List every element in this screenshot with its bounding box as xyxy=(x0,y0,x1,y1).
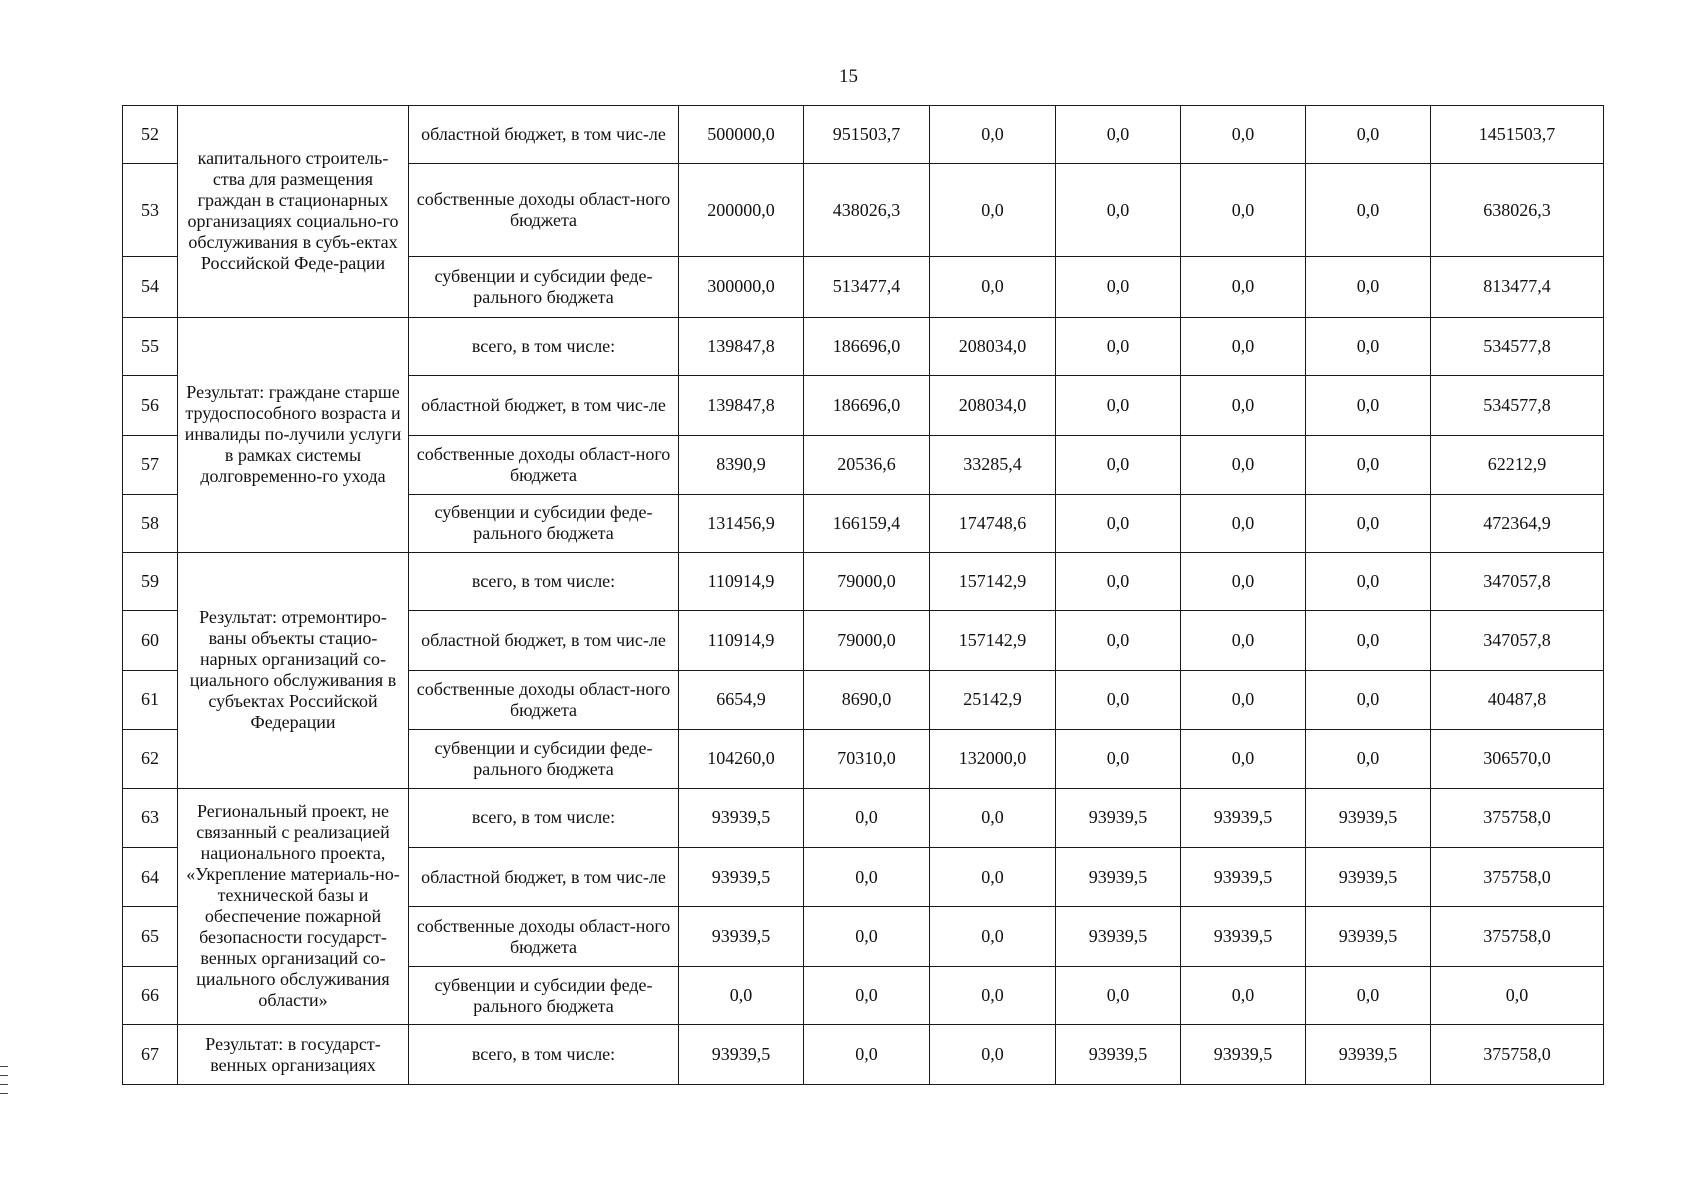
total-cell: 813477,4 xyxy=(1431,257,1604,317)
amount-cell: 0,0 xyxy=(1306,730,1431,788)
amount-cell: 0,0 xyxy=(1181,730,1306,788)
amount-cell: 0,0 xyxy=(1306,164,1431,257)
amount-cell: 93939,5 xyxy=(679,907,804,966)
amount-cell: 93939,5 xyxy=(1056,907,1181,966)
amount-cell: 0,0 xyxy=(1056,106,1181,164)
amount-cell: 0,0 xyxy=(1306,376,1431,435)
funding-source: субвенции и субсидии феде-рального бюджета xyxy=(409,966,679,1024)
amount-cell: 93939,5 xyxy=(1306,848,1431,907)
amount-cell: 0,0 xyxy=(1056,670,1181,729)
amount-cell: 174748,6 xyxy=(930,495,1056,552)
item-description: Результат: граждане старше трудоспособного возраста и инвалиды по-лучили услуги в рамках системы долговременно-го ухода xyxy=(178,317,409,552)
amount-cell: 0,0 xyxy=(1306,495,1431,552)
amount-cell: 93939,5 xyxy=(1181,1025,1306,1085)
amount-cell: 0,0 xyxy=(1056,611,1181,670)
amount-cell: 8390,9 xyxy=(679,435,804,494)
amount-cell: 513477,4 xyxy=(804,257,930,317)
total-cell: 1451503,7 xyxy=(1431,106,1604,164)
amount-cell: 79000,0 xyxy=(804,552,930,610)
scan-margin-mark xyxy=(0,1084,8,1085)
funding-source: областной бюджет, в том чис-ле xyxy=(409,848,679,907)
amount-cell: 0,0 xyxy=(1181,435,1306,494)
amount-cell: 0,0 xyxy=(1181,611,1306,670)
amount-cell: 0,0 xyxy=(1056,376,1181,435)
amount-cell: 93939,5 xyxy=(1306,907,1431,966)
amount-cell: 0,0 xyxy=(1306,552,1431,610)
amount-cell: 0,0 xyxy=(1056,495,1181,552)
funding-source: субвенции и субсидии феде-рального бюджета xyxy=(409,730,679,788)
funding-source: всего, в том числе: xyxy=(409,552,679,610)
scan-margin-mark xyxy=(0,1075,8,1076)
funding-source: всего, в том числе: xyxy=(409,317,679,375)
amount-cell: 79000,0 xyxy=(804,611,930,670)
amount-cell: 0,0 xyxy=(1306,670,1431,729)
amount-cell: 500000,0 xyxy=(679,106,804,164)
amount-cell: 93939,5 xyxy=(1306,1025,1431,1085)
amount-cell: 20536,6 xyxy=(804,435,930,494)
amount-cell: 93939,5 xyxy=(1306,788,1431,847)
table-row xyxy=(123,552,1604,610)
amount-cell: 0,0 xyxy=(1306,317,1431,375)
amount-cell: 0,0 xyxy=(1306,257,1431,317)
row-number: 52 xyxy=(123,106,178,164)
amount-cell: 0,0 xyxy=(679,966,804,1024)
amount-cell: 0,0 xyxy=(804,848,930,907)
amount-cell: 157142,9 xyxy=(930,611,1056,670)
total-cell: 375758,0 xyxy=(1431,848,1604,907)
amount-cell: 0,0 xyxy=(930,907,1056,966)
item-description: Результат: отремонтиро-ваны объекты стацио-нарных организаций со-циального обслуживания в субъектах Российской Федерации xyxy=(178,552,409,788)
row-number: 57 xyxy=(123,435,178,494)
amount-cell: 0,0 xyxy=(1306,435,1431,494)
amount-cell: 93939,5 xyxy=(679,788,804,847)
row-number: 59 xyxy=(123,552,178,610)
amount-cell: 6654,9 xyxy=(679,670,804,729)
amount-cell: 0,0 xyxy=(1181,966,1306,1024)
amount-cell: 0,0 xyxy=(804,1025,930,1085)
table-body xyxy=(123,106,1604,1085)
amount-cell: 70310,0 xyxy=(804,730,930,788)
amount-cell: 132000,0 xyxy=(930,730,1056,788)
amount-cell: 0,0 xyxy=(930,966,1056,1024)
row-number: 55 xyxy=(123,317,178,375)
scan-margin-mark xyxy=(0,1093,8,1094)
funding-source: областной бюджет, в том чис-ле xyxy=(409,376,679,435)
amount-cell: 93939,5 xyxy=(1056,788,1181,847)
amount-cell: 25142,9 xyxy=(930,670,1056,729)
amount-cell: 0,0 xyxy=(804,907,930,966)
row-number: 54 xyxy=(123,257,178,317)
budget-table xyxy=(122,105,1604,1085)
funding-source: всего, в том числе: xyxy=(409,788,679,847)
amount-cell: 0,0 xyxy=(1181,552,1306,610)
amount-cell: 157142,9 xyxy=(930,552,1056,610)
amount-cell: 0,0 xyxy=(930,1025,1056,1085)
amount-cell: 0,0 xyxy=(1056,164,1181,257)
row-number: 66 xyxy=(123,966,178,1024)
amount-cell: 186696,0 xyxy=(804,317,930,375)
amount-cell: 110914,9 xyxy=(679,611,804,670)
scan-margin-mark xyxy=(0,1066,8,1067)
row-number: 60 xyxy=(123,611,178,670)
amount-cell: 93939,5 xyxy=(1056,1025,1181,1085)
amount-cell: 0,0 xyxy=(1056,966,1181,1024)
table-row xyxy=(123,106,1604,164)
table-row xyxy=(123,317,1604,375)
amount-cell: 139847,8 xyxy=(679,317,804,375)
amount-cell: 208034,0 xyxy=(930,376,1056,435)
total-cell: 347057,8 xyxy=(1431,552,1604,610)
amount-cell: 0,0 xyxy=(1181,164,1306,257)
amount-cell: 33285,4 xyxy=(930,435,1056,494)
funding-source: всего, в том числе: xyxy=(409,1025,679,1085)
total-cell: 375758,0 xyxy=(1431,788,1604,847)
amount-cell: 0,0 xyxy=(1056,552,1181,610)
amount-cell: 104260,0 xyxy=(679,730,804,788)
amount-cell: 0,0 xyxy=(1181,376,1306,435)
amount-cell: 131456,9 xyxy=(679,495,804,552)
amount-cell: 0,0 xyxy=(804,966,930,1024)
amount-cell: 166159,4 xyxy=(804,495,930,552)
funding-source: собственные доходы област-ного бюджета xyxy=(409,907,679,966)
amount-cell: 300000,0 xyxy=(679,257,804,317)
total-cell: 62212,9 xyxy=(1431,435,1604,494)
amount-cell: 0,0 xyxy=(1181,495,1306,552)
table-row xyxy=(123,788,1604,847)
total-cell: 40487,8 xyxy=(1431,670,1604,729)
amount-cell: 186696,0 xyxy=(804,376,930,435)
amount-cell: 0,0 xyxy=(1306,106,1431,164)
row-number: 62 xyxy=(123,730,178,788)
funding-source: собственные доходы област-ного бюджета xyxy=(409,435,679,494)
funding-source: областной бюджет, в том чис-ле xyxy=(409,611,679,670)
amount-cell: 0,0 xyxy=(1056,435,1181,494)
amount-cell: 0,0 xyxy=(1181,106,1306,164)
amount-cell: 0,0 xyxy=(930,848,1056,907)
funding-source: субвенции и субсидии феде-рального бюджета xyxy=(409,257,679,317)
amount-cell: 0,0 xyxy=(1056,730,1181,788)
amount-cell: 0,0 xyxy=(930,788,1056,847)
row-number: 61 xyxy=(123,670,178,729)
amount-cell: 438026,3 xyxy=(804,164,930,257)
amount-cell: 0,0 xyxy=(1306,611,1431,670)
amount-cell: 93939,5 xyxy=(1056,848,1181,907)
amount-cell: 0,0 xyxy=(1056,317,1181,375)
item-description: Региональный проект, не связанный с реализацией национального проекта, «Укрепление материаль-но-технической базы и обеспечение пожарной безопасности государст-венных организаций со-циального обслуживания области» xyxy=(178,788,409,1025)
amount-cell: 0,0 xyxy=(930,257,1056,317)
total-cell: 375758,0 xyxy=(1431,907,1604,966)
row-number: 65 xyxy=(123,907,178,966)
amount-cell: 0,0 xyxy=(1181,317,1306,375)
total-cell: 534577,8 xyxy=(1431,317,1604,375)
amount-cell: 208034,0 xyxy=(930,317,1056,375)
total-cell: 534577,8 xyxy=(1431,376,1604,435)
row-number: 67 xyxy=(123,1025,178,1085)
amount-cell: 93939,5 xyxy=(679,1025,804,1085)
amount-cell: 110914,9 xyxy=(679,552,804,610)
total-cell: 375758,0 xyxy=(1431,1025,1604,1085)
amount-cell: 0,0 xyxy=(1306,966,1431,1024)
amount-cell: 139847,8 xyxy=(679,376,804,435)
table-row xyxy=(123,1025,1604,1085)
amount-cell: 0,0 xyxy=(1181,257,1306,317)
row-number: 58 xyxy=(123,495,178,552)
amount-cell: 0,0 xyxy=(930,164,1056,257)
row-number: 64 xyxy=(123,848,178,907)
amount-cell: 93939,5 xyxy=(1181,788,1306,847)
total-cell: 347057,8 xyxy=(1431,611,1604,670)
funding-source: областной бюджет, в том чис-ле xyxy=(409,106,679,164)
amount-cell: 8690,0 xyxy=(804,670,930,729)
funding-source: собственные доходы област-ного бюджета xyxy=(409,164,679,257)
amount-cell: 93939,5 xyxy=(679,848,804,907)
total-cell: 0,0 xyxy=(1431,966,1604,1024)
amount-cell: 0,0 xyxy=(930,106,1056,164)
amount-cell: 93939,5 xyxy=(1181,848,1306,907)
amount-cell: 200000,0 xyxy=(679,164,804,257)
row-number: 53 xyxy=(123,164,178,257)
amount-cell: 951503,7 xyxy=(804,106,930,164)
amount-cell: 93939,5 xyxy=(1181,907,1306,966)
amount-cell: 0,0 xyxy=(804,788,930,847)
row-number: 63 xyxy=(123,788,178,847)
total-cell: 306570,0 xyxy=(1431,730,1604,788)
page-number: 15 xyxy=(839,66,858,87)
total-cell: 472364,9 xyxy=(1431,495,1604,552)
total-cell: 638026,3 xyxy=(1431,164,1604,257)
item-description: капитального строитель-ства для размещения граждан в стационарных организациях социально-го обслуживания в субъ-ектах Российской Феде-рации xyxy=(178,106,409,318)
item-description: Результат: в государст-венных организациях xyxy=(178,1025,409,1085)
amount-cell: 0,0 xyxy=(1181,670,1306,729)
amount-cell: 0,0 xyxy=(1056,257,1181,317)
funding-source: субвенции и субсидии феде-рального бюджета xyxy=(409,495,679,552)
row-number: 56 xyxy=(123,376,178,435)
funding-source: собственные доходы област-ного бюджета xyxy=(409,670,679,729)
